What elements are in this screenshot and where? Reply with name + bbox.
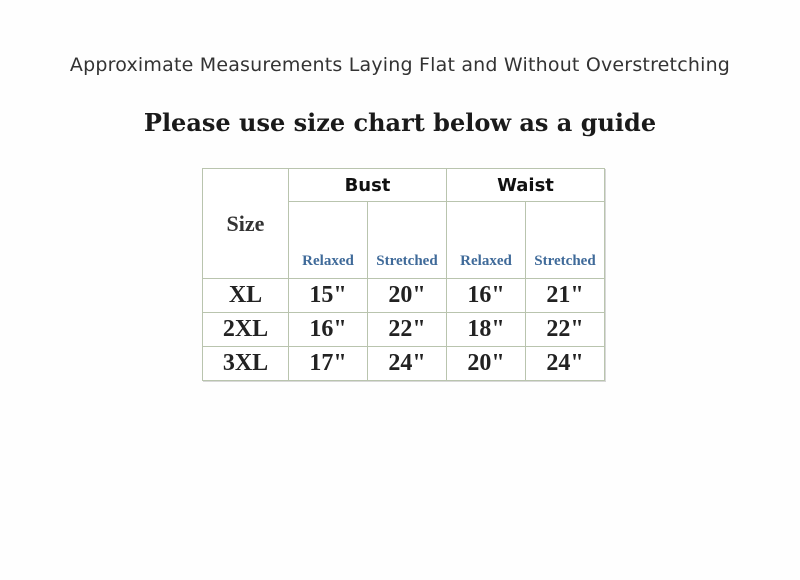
bust-relaxed-value: 17" bbox=[289, 347, 368, 381]
waist-relaxed-header: Relaxed bbox=[447, 202, 526, 279]
bust-stretched-value: 20" bbox=[368, 279, 447, 313]
size-label: 3XL bbox=[203, 347, 289, 381]
bust-relaxed-value: 16" bbox=[289, 313, 368, 347]
waist-stretched-value: 24" bbox=[526, 347, 605, 381]
waist-relaxed-value: 18" bbox=[447, 313, 526, 347]
bust-stretched-value: 24" bbox=[368, 347, 447, 381]
size-label: 2XL bbox=[203, 313, 289, 347]
bust-stretched-header: Stretched bbox=[368, 202, 447, 279]
table-row bbox=[203, 279, 605, 313]
size-label: XL bbox=[203, 279, 289, 313]
bust-group-header: Bust bbox=[289, 169, 447, 202]
table-row bbox=[203, 347, 605, 381]
size-chart-table bbox=[202, 168, 605, 381]
page-title: Please use size chart below as a guide bbox=[143, 108, 657, 137]
waist-stretched-value: 21" bbox=[526, 279, 605, 313]
waist-relaxed-value: 16" bbox=[447, 279, 526, 313]
size-column-header: Size bbox=[203, 169, 289, 279]
bust-stretched-value: 22" bbox=[368, 313, 447, 347]
table-row bbox=[203, 313, 605, 347]
measurement-note: Approximate Measurements Laying Flat and Without Overstretching bbox=[69, 54, 731, 76]
group-header-row bbox=[203, 169, 605, 202]
bust-relaxed-header: Relaxed bbox=[289, 202, 368, 279]
waist-group-header: Waist bbox=[447, 169, 605, 202]
waist-stretched-header: Stretched bbox=[526, 202, 605, 279]
waist-stretched-value: 22" bbox=[526, 313, 605, 347]
bust-relaxed-value: 15" bbox=[289, 279, 368, 313]
waist-relaxed-value: 20" bbox=[447, 347, 526, 381]
